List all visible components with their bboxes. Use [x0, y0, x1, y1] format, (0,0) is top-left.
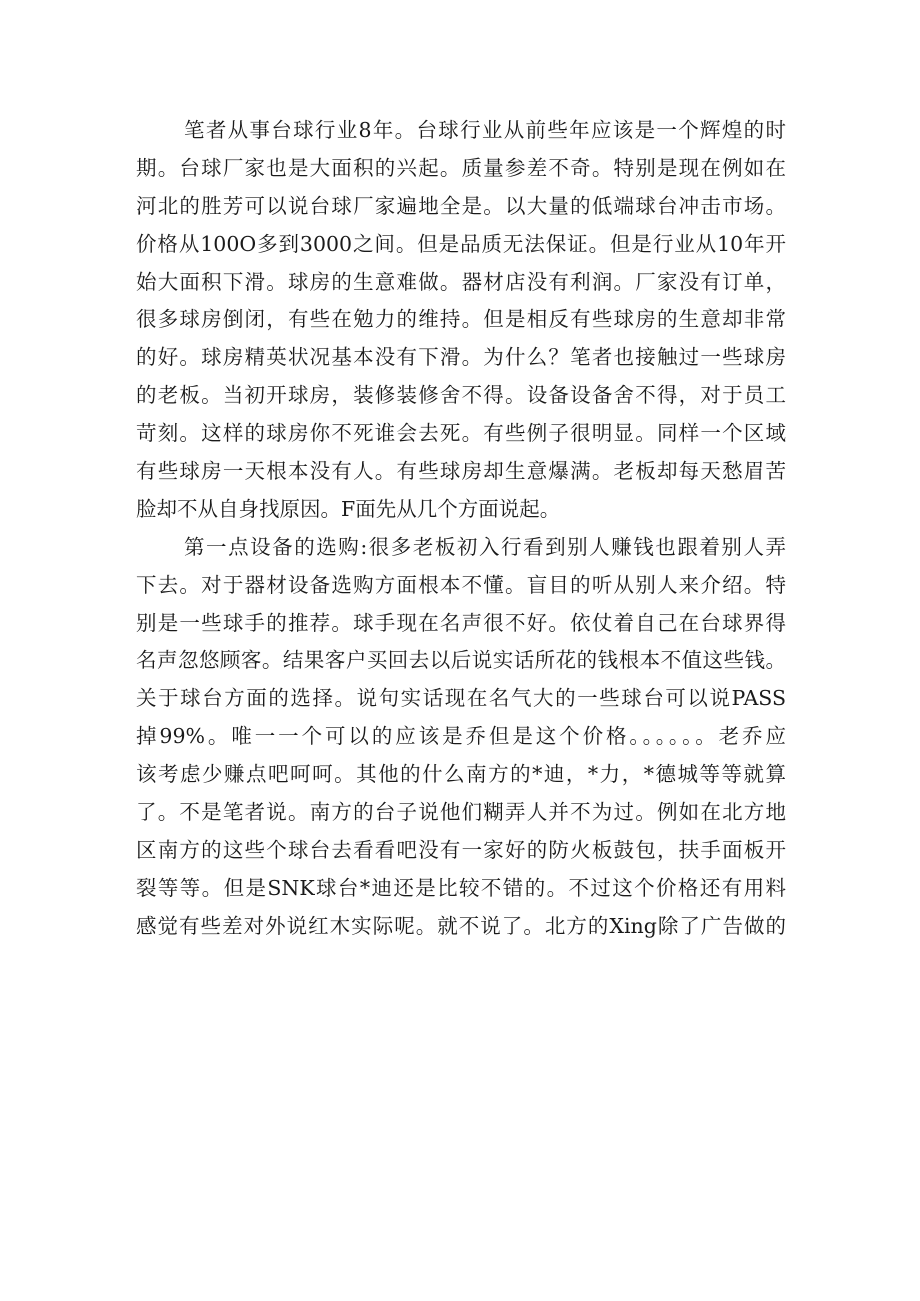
paragraph-2	[136, 529, 786, 946]
text-line: 名声忽悠顾客。结果客户买回去以后说实话所花的钱根本不值这些钱。	[136, 648, 786, 673]
text-line: 有些球房一天根本没有人。有些球房却生意爆满。老板却每天愁眉苦	[136, 459, 786, 484]
text-line: 的老板。当初开球房，装修装修舍不得。设备设备舍不得，对于员工	[136, 383, 786, 408]
text-line: 价格从100O多到3000之间。但是品质无法保证。但是行业从10年开	[136, 231, 786, 256]
text-line: 笔者从事台球行业8年。台球行业从前些年应该是一个辉煌的时	[184, 118, 786, 142]
text-line: 别是一些球手的推荐。球手现在名声很不好。依仗着自己在台球界得	[136, 610, 786, 635]
paragraph-1	[136, 112, 786, 529]
text-line: 河北的胜芳可以说台球厂家遍地全是。以大量的低端球台冲击市场。	[136, 193, 786, 218]
text-line: 脸却不从自身找原因。F面先从几个方面说起。	[136, 496, 561, 521]
text-line: 苛刻。这样的球房你不死谁会去死。有些例子很明显。同样一个区域	[136, 421, 786, 446]
text-line: 了。不是笔者说。南方的台子说他们糊弄人并不为过。例如在北方地	[136, 800, 786, 825]
text-line: 始大面积下滑。球房的生意难做。器材店没有利润。厂家没有订单，	[136, 269, 786, 294]
text-line: 裂等等。但是SNK球台*迪还是比较不错的。不过这个价格还有用料	[136, 875, 786, 900]
text-line: 该考虑少赚点吧呵呵。其他的什么南方的*迪，*力，*德城等等就算	[136, 762, 786, 787]
text-line: 期。台球厂家也是大面积的兴起。质量参差不奇。特别是现在例如在	[136, 155, 786, 180]
text-line: 掉99%。唯一一个可以的应该是乔但是这个价格。。。。。。老乔应	[136, 724, 786, 749]
text-line: 感觉有些差对外说红木实际呢。就不说了。北方的Xing除了广告做的	[136, 913, 786, 938]
body-text	[136, 112, 786, 946]
text-line: 关于球台方面的选择。说句实话现在名气大的一些球台可以说PASS	[136, 686, 786, 711]
text-line: 区南方的这些个球台去看看吧没有一家好的防火板鼓包，扶手面板开	[136, 837, 786, 862]
text-line: 下去。对于器材设备选购方面根本不懂。盲目的听从别人来介绍。特	[136, 572, 786, 597]
text-line: 第一点设备的选购:很多老板初入行看到别人赚钱也跟着别人弄	[184, 534, 786, 559]
text-line: 的好。球房精英状况基本没有下滑。为什么？笔者也接触过一些球房	[136, 345, 786, 370]
text-line: 很多球房倒闭，有些在勉力的维持。但是相反有些球房的生意却非常	[136, 307, 786, 332]
